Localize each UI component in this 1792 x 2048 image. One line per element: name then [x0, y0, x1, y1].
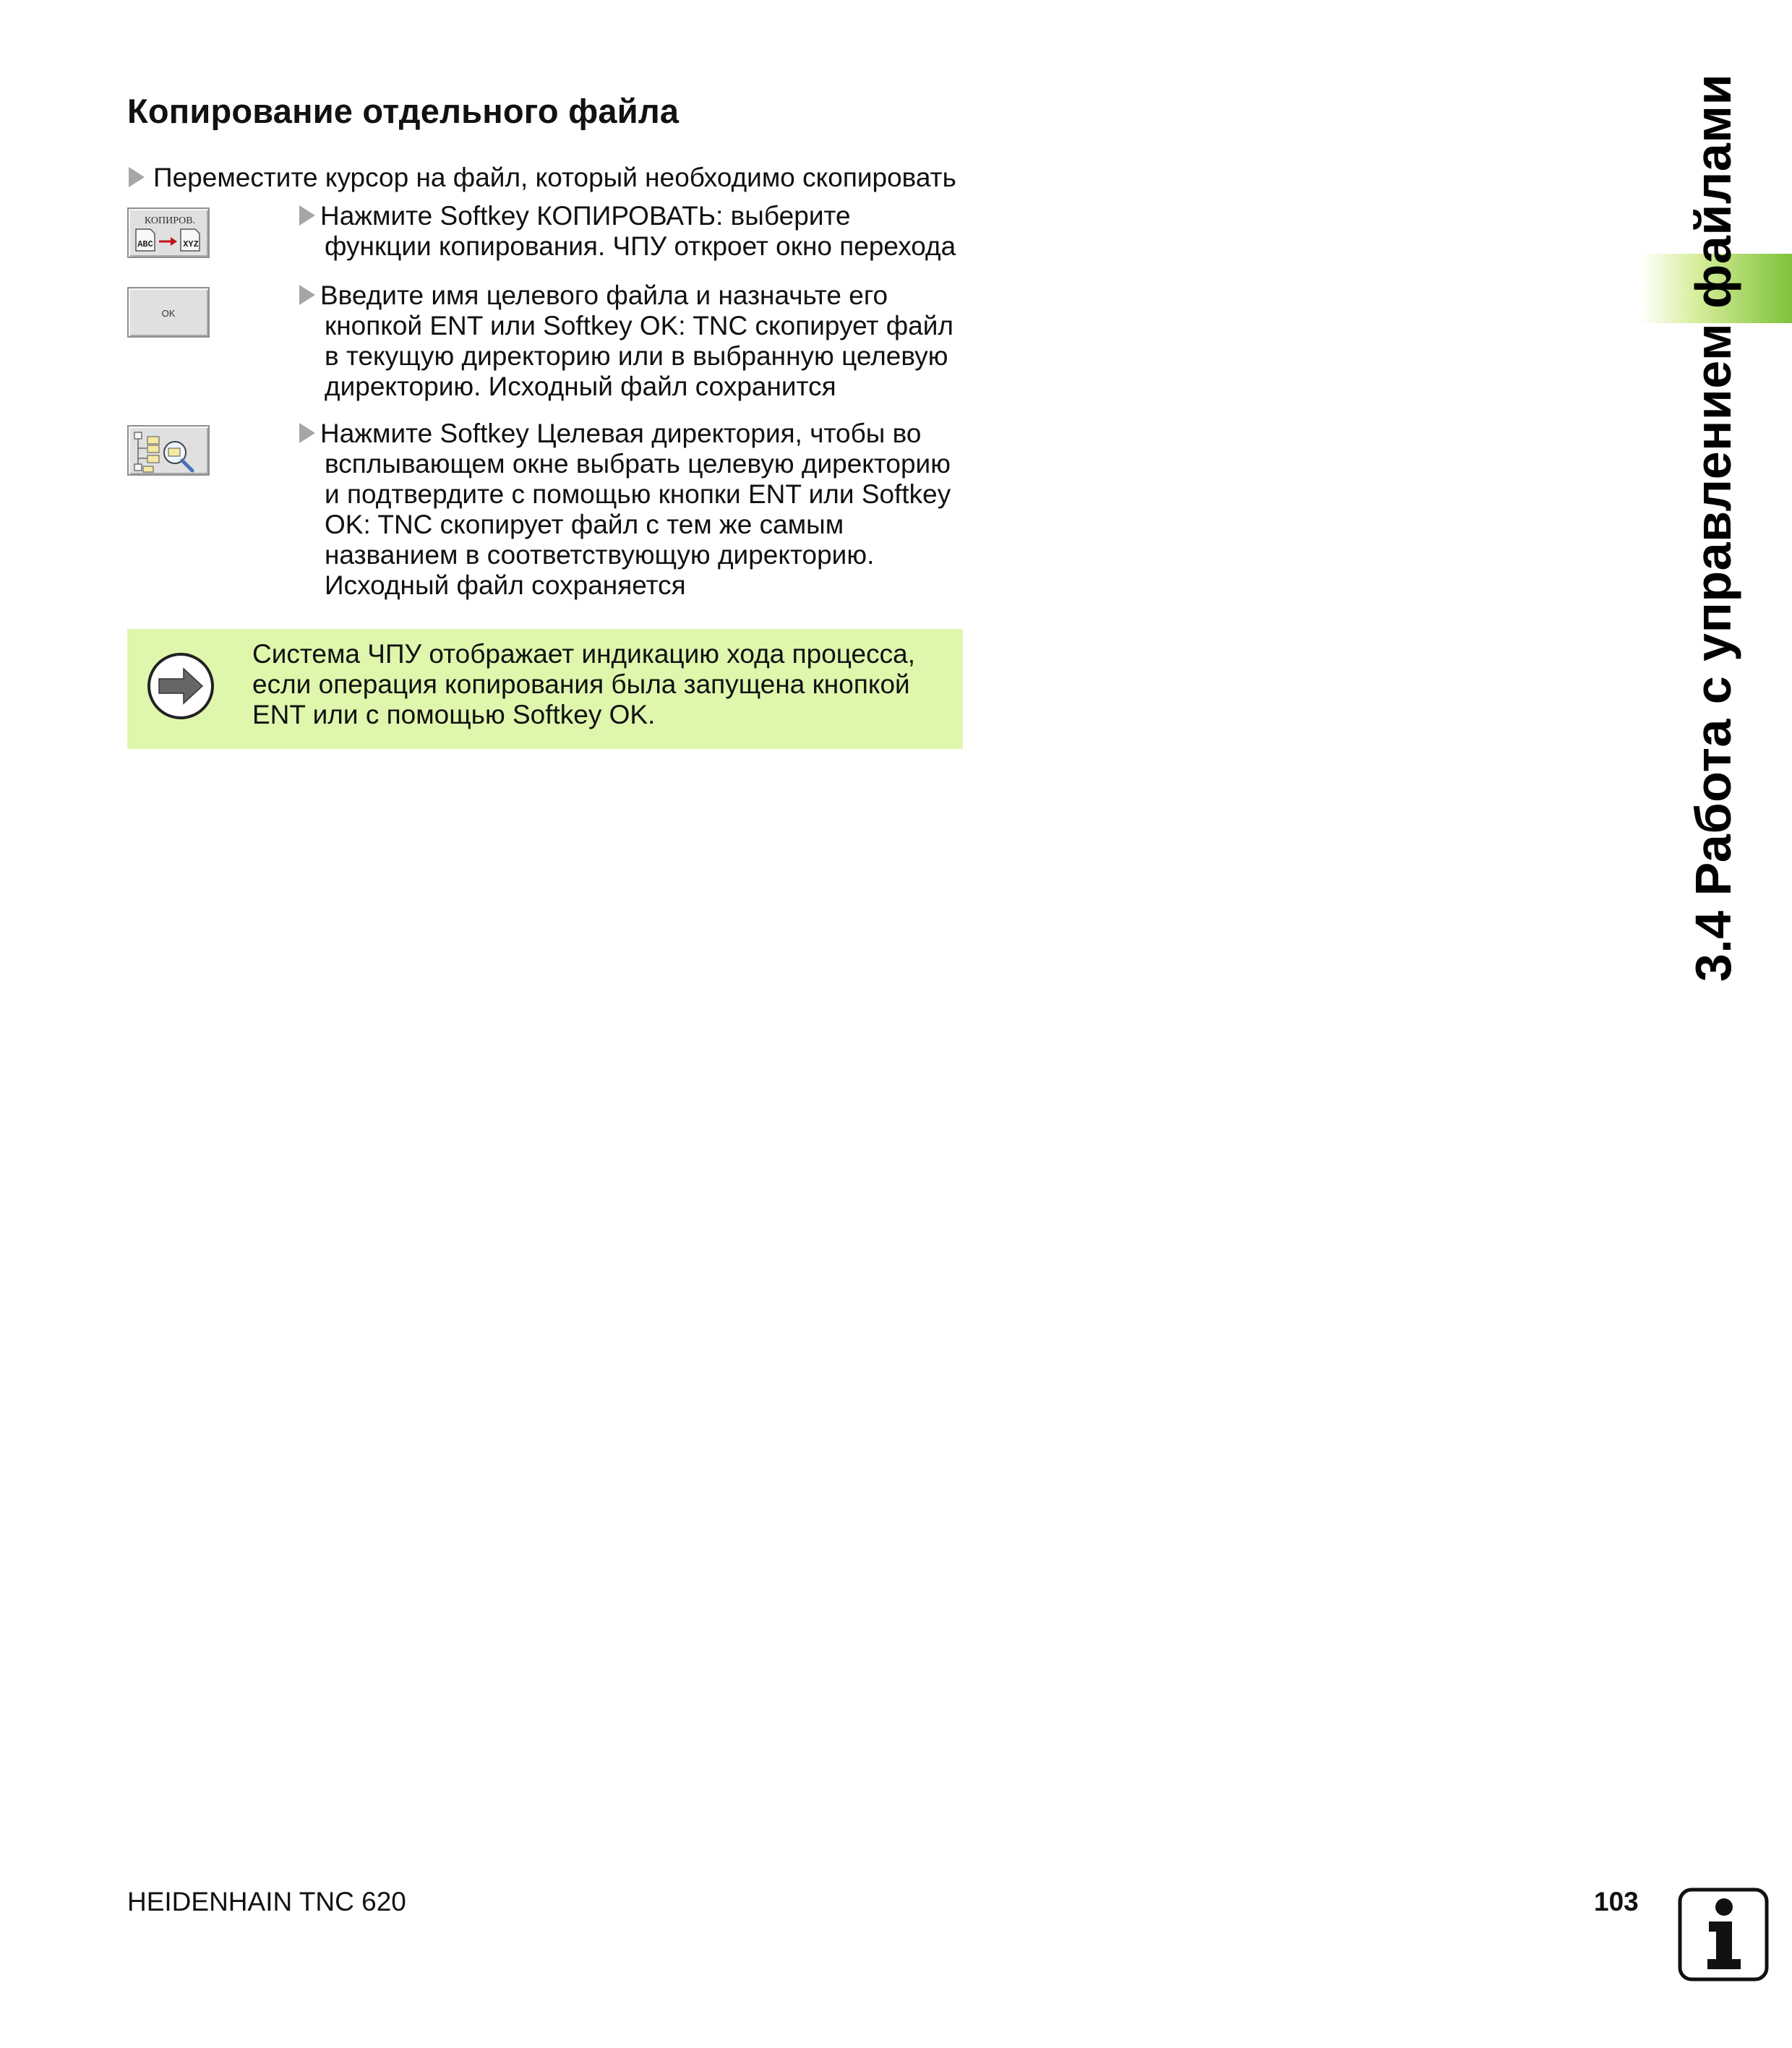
- directory-tree-search-icon: [129, 427, 211, 477]
- footer-product: HEIDENHAIN TNC 620: [127, 1887, 406, 1916]
- step-ok-line-2: кнопкой ENT или Softkey OK: TNC скопирует файл: [325, 311, 954, 340]
- step-copy-line-2: функции копирования. ЧПУ откроет окно перехода: [325, 231, 956, 261]
- arrow-right-icon: [146, 651, 215, 721]
- bullet-arrow-icon: [299, 285, 315, 305]
- copy-softkey-to: XYZ: [183, 239, 199, 249]
- step-ok-line-4: директорию. Исходный файл сохранится: [325, 372, 836, 401]
- note-line-1: Система ЧПУ отображает индикацию хода процесса,: [252, 639, 915, 669]
- copy-softkey[interactable]: [127, 207, 210, 258]
- ok-softkey-label: OK: [161, 308, 176, 319]
- section-heading: Копирование отдельного файла: [127, 92, 679, 130]
- step-target-line-5: названием в соответствующую директорию.: [325, 540, 875, 570]
- bullet-arrow-icon: [129, 167, 145, 187]
- target-directory-softkey[interactable]: [127, 425, 210, 476]
- note-line-3: ENT или с помощью Softkey OK.: [252, 700, 656, 729]
- chapter-title: 3.4 Работа с управлением файлами: [1685, 73, 1741, 982]
- ok-softkey[interactable]: [127, 287, 210, 338]
- note-box: [127, 629, 963, 749]
- step-copy-line-1: Нажмите Softkey КОПИРОВАТЬ: выберите: [320, 201, 851, 231]
- copy-softkey-from: ABC: [137, 239, 153, 249]
- copy-softkey-label: КОПИРОВ.: [144, 215, 196, 226]
- step-intro: Переместите курсор на файл, который необходимо скопировать: [153, 163, 956, 192]
- step-target-line-3: и подтвердите с помощью кнопки ENT или Softkey: [325, 479, 951, 509]
- step-target-line-6: Исходный файл сохраняется: [325, 570, 686, 600]
- step-target-line-4: OK: TNC скопирует файл с тем же самым: [325, 510, 844, 539]
- note-line-2: если операция копирования была запущена кнопкой: [252, 669, 910, 699]
- step-target-line-2: всплывающем окне выбрать целевую директорию: [325, 449, 951, 479]
- page-number: 103: [1594, 1887, 1639, 1916]
- info-icon: [1677, 1887, 1770, 1982]
- bullet-arrow-icon: [299, 205, 315, 226]
- step-ok-line-1: Введите имя целевого файла и назначьте его: [320, 280, 888, 310]
- step-ok-line-3: в текущую директорию или в выбранную целевую: [325, 341, 948, 371]
- bullet-arrow-icon: [299, 423, 315, 443]
- step-target-line-1: Нажмите Softkey Целевая директория, чтобы во: [320, 419, 922, 448]
